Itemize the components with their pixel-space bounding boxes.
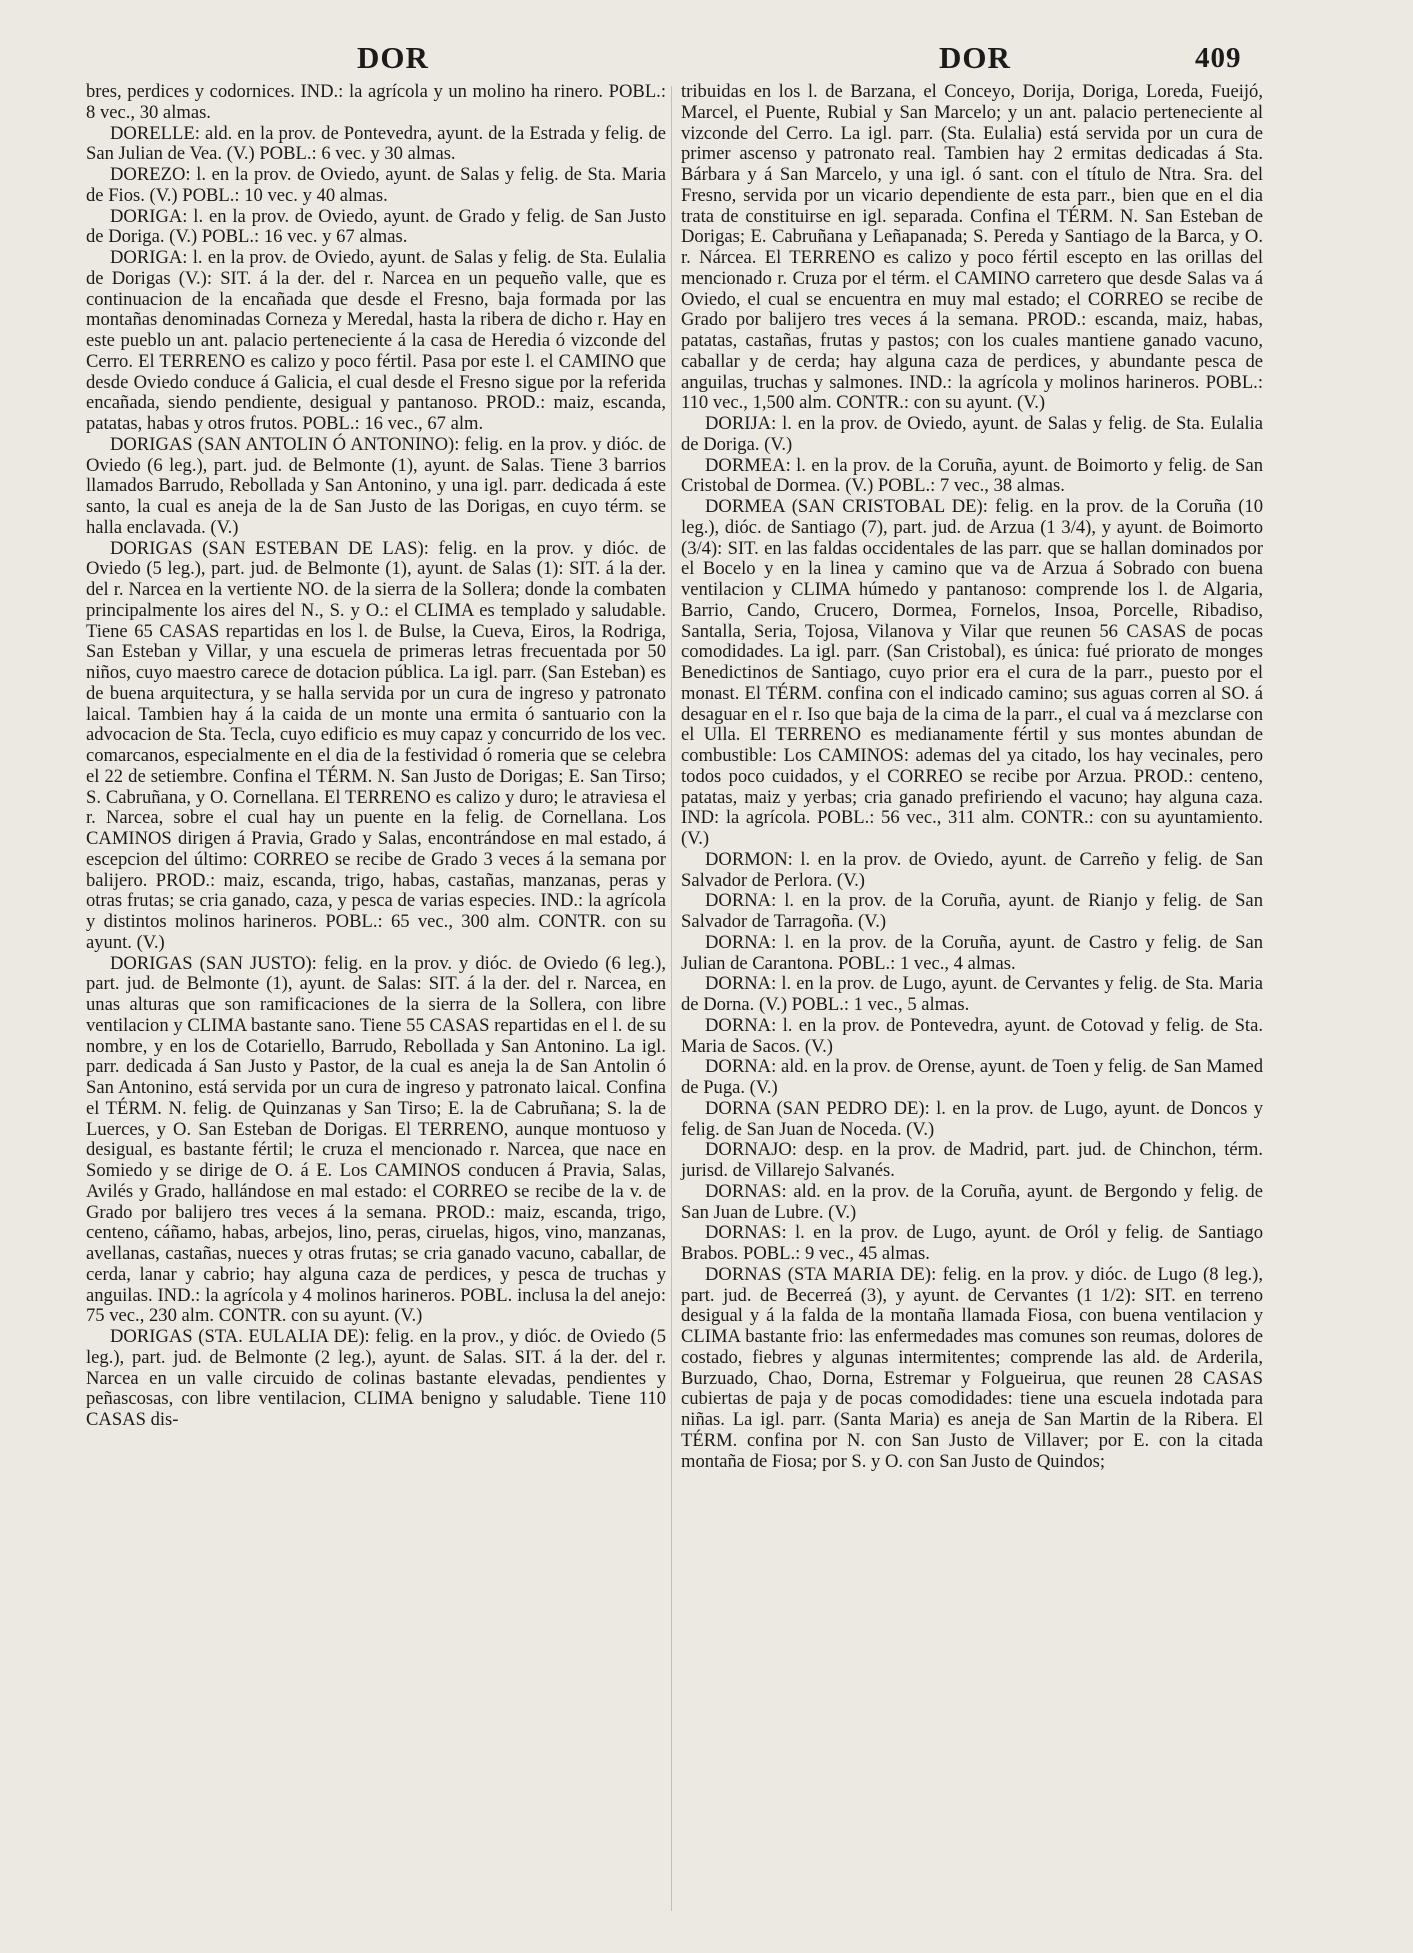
entry-paragraph: DORIGAS (STA. EULALIA DE): felig. en la prov., y dióc. de Oviedo (5 leg.), part. jud. de Belmonte (2 leg.), ayunt. de Salas. SIT. á la der. del r. Narcea en un valle circuido de colinas bastante elevadas, pendientes y peñascosas, con libre ventilacion, CLIMA benigno y saludable. Tiene 110 CASAS dis- (86, 1326, 666, 1430)
entry-paragraph: DORIGA: l. en la prov. de Oviedo, ayunt. de Grado y felig. de San Justo de Doriga. (V.) POBL.: 16 vec. y 67 almas. (86, 205, 666, 248)
entry-paragraph: DORIGAS (SAN JUSTO): felig. en la prov. y dióc. de Oviedo (6 leg.), part. jud. de Belmonte (1), ayunt. de Salas: SIT. á la der. del r. Narcea, en unas alturas que son ramificaciones de la sierra de la Sollera, con libre ventilacion y CLIMA bastante sano. Tiene 55 CASAS repartidas en el l. de su nombre, y en los de Cotariello, Barrudo, Rebollada y San Antonino. La igl. parr. dedicada á San Justo y Pastor, de la cual es aneja la de San Antolin ó San Antonino, está servida por un cura de ingreso y patronato laical. Confina el TÉRM. N. felig. de Quinzanas y San Tirso; E. la de Cabruñana; S. la de Luerces, y O. San Esteban de Dorigas. El TERRENO, aunque montuoso y desigual, es bastante fértil; le cruza el mencionado r. Narcea, que nace en Somiedo y se dirige de O. á E. Los CAMINOS conducen á Pravia, Salas, Avilés y Grado, hallándose en mal estado: el CORREO se recibe de la v. de Grado por balijero tres veces á la semana. PROD.: maiz, escanda, trigo, centeno, cáñamo, habas, arbejos, lino, peras, ciruelas, higos, vino, manzanas, avellanas, castañas, nueces y otras frutas; se cria ganado vacuno, caballar, de cerda, lanar y cabrio; hay alguna caza de perdices, y pesca de truchas y anguilas. IND.: la agrícola y 4 molinos harineros. POBL. inclusa la del anejo: 75 vec., 230 alm. CONTR. con su ayunt. (V.) (86, 952, 666, 1327)
entry-paragraph: DORIGAS (SAN ESTEBAN DE LAS): felig. en la prov. y dióc. de Oviedo (5 leg.), part. jud. de Belmonte (1), ayunt. de Salas (1): SIT. á la der. del r. Narcea en la vertiente NO. de la sierra de la Sollera; donde la combaten principalmente los aires del N., S. y O.: el CLIMA es templado y saludable. Tiene 65 CASAS repartidas en los l. de Bulse, la Cueva, Eiros, la Rodriga, San Esteban y Villar, y una escuela de primeras letras frecuentada por 50 niños, cuyo maestro carece de dotacion pública. La igl. parr. (San Esteban) es de buena arquitectura, y se halla servida por un cura de ingreso y patronato laical. Tambien hay á la caida de un monte una ermita ó santuario con la advocacion de Sta. Tecla, cuyo edificio es muy capaz y concurrido de los vec. comarcanos, especialmente en el dia de la festividad ó romeria que se celebra el 22 de setiembre. Confina el TÉRM. N. San Justo de Dorigas; E. San Tirso; S. Cabruñana, y O. Cornellana. El TERRENO es calizo y duro; le atraviesa el r. Narcea, sobre el cual hay un puente en la felig. de Cornellana. Los CAMINOS dirigen á Pravia, Grado y Salas, encontrándose en mal estado, á escepcion del último: CORREO se recibe de Grado 3 veces á la semana por balijero. PROD.: maiz, escanda, trigo, habas, castañas, manzanas, peras y otras frutas; se cria ganado, caza, y pesca de varias especies. IND.: la agrícola y distintos molinos harineros. POBL.: 65 vec., 300 alm. CONTR. con su ayunt. (V.) (86, 537, 666, 953)
entry-paragraph: DORMEA (SAN CRISTOBAL DE): felig. en la prov. de la Coruña (10 leg.), dióc. de Santiago (7), part. jud. de Arzua (1 3/4), y ayunt. de Boimorto (3/4): SIT. en las faldas occidentales de las parr. que se hallan dominados por el Bocelo y en la linea y camino que va de Arzua á Sobrado con buena ventilacion y CLIMA húmedo y pantanoso: comprende los l. de Algaria, Barrio, Cando, Crucero, Dormea, Fornelos, Insoa, Porcelle, Ribadiso, Santalla, Seria, Tojosa, Vilanova y Vilar que reunen 56 CASAS de pocas comodidades. La igl. parr. (San Cristobal), es única: fué priorato de monges Benedictinos de Santiago, cuyo prior era el cura de la parr., puesto por el monast. El TÉRM. confina con el indicado camino; sus aguas corren al SO. á desaguar en el r. Iso que baja de la cima de la parr., el cual va á mezclarse con el Ulla. El TERRENO es medianamente fértil y sus montes abundan de combustible: Los CAMINOS: ademas del ya citado, los hay vecinales, pero todos poco cuidados, y el CORREO se recibe por Arzua. PROD.: centeno, patatas, maiz y yerbas; cria ganado prefiriendo el vacuno; hay alguna caza. IND: la agrícola. POBL.: 56 vec., 311 alm. CONTR.: con su ayuntamiento. (V.) (681, 496, 1263, 849)
entry-paragraph: DORMON: l. en la prov. de Oviedo, ayunt. de Carreño y felig. de San Salvador de Perlora. (V.) (681, 848, 1263, 891)
column-divider (671, 86, 672, 1911)
right-column (681, 82, 1263, 1472)
entry-paragraph: DORNA: ald. en la prov. de Orense, ayunt. de Toen y felig. de San Mamed de Puga. (V.) (681, 1056, 1263, 1098)
entry-paragraph: DORNAJO: desp. en la prov. de Madrid, part. jud. de Chinchon, térm. jurisd. de Villarejo Salvanés. (681, 1139, 1263, 1181)
entry-paragraph: DORNA: l. en la prov. de Pontevedra, ayunt. de Cotovad y felig. de Sta. Maria de Sacos. (V.) (681, 1014, 1263, 1057)
entry-paragraph: DORNA: l. en la prov. de Lugo, ayunt. de Cervantes y felig. de Sta. Maria de Dorna. (V.) POBL.: 1 vec., 5 almas. (681, 973, 1263, 1015)
entry-paragraph: tribuidas en los l. de Barzana, el Conceyo, Dorija, Doriga, Loreda, Fueijó, Marcel, el Puente, Rubial y San Marcelo; y un ant. palacio perteneciente al vizconde del Cerro. La igl. parr. (Sta. Eulalia) está servida por un cura de primer ascenso y patronato real. Tambien hay 2 ermitas dedicadas á Sta. Bárbara y á San Marcelo, y una igl. ó sant. con el título de Ntra. Sra. del Fresno, servida por un vicario dependiente de esta parr., bien que en el dia trata de constituirse en igl. separada. Confina el TÉRM. N. San Esteban de Dorigas; E. Cabruñana y Leñapanada; S. Pereda y Santiago de la Barca, y O. r. Nárcea. El TERRENO es calizo y poco fértil escepto en las orillas del mencionado r. Cruza por el térm. el CAMINO carretero que desde Salas va á Oviedo, el cual se encuentra en muy mal estado; el CORREO se recibe de Grado por balijero tres veces á la semana. PROD.: escanda, maiz, habas, patatas, castañas, frutas y pastos; con los cuales mantiene ganado vacuno, caballar y de cerda; hay alguna caza de perdices, y abundante pesca de anguilas, truchas y salmones. IND.: la agrícola y molinos harineros. POBL.: 110 vec., 1,500 alm. CONTR.: con su ayunt. (V.) (681, 81, 1263, 414)
entry-paragraph: DORNA: l. en la prov. de la Coruña, ayunt. de Castro y felig. de San Julian de Carantona. POBL.: 1 vec., 4 almas. (681, 931, 1263, 974)
entry-paragraph: DOREZO: l. en la prov. de Oviedo, ayunt. de Salas y felig. de Sta. Maria de Fios. (V.) POBL.: 10 vec. y 40 almas. (86, 164, 666, 206)
entry-paragraph: DORIJA: l. en la prov. de Oviedo, ayunt. de Salas y felig. de Sta. Eulalia de Doriga. (V.) (681, 413, 1263, 455)
entry-paragraph: DORELLE: ald. en la prov. de Pontevedra, ayunt. de la Estrada y felig. de San Julian de Vea. (V.) POBL.: 6 vec. y 30 almas. (86, 122, 666, 165)
page-number: 409 (1195, 42, 1242, 74)
entry-paragraph: DORMEA: l. en la prov. de la Coruña, ayunt. de Boimorto y felig. de San Cristobal de Dormea. (V.) POBL.: 7 vec., 38 almas. (681, 454, 1263, 497)
entry-paragraph: DORIGA: l. en la prov. de Oviedo, ayunt. de Salas y felig. de Sta. Eulalia de Dorigas (V.): SIT. á la der. del r. Narcea en un pequeño valle, que es continuacion de la encañada que desde el Fresno, baja formada por las montañas denominadas Corneza y Meredal, hasta la ribera de dicho r. Hay en este pueblo un ant. palacio perteneciente á la casa de Heredia ó vizconde del Cerro. El TERRENO es calizo y poco fértil. Pasa por este l. el CAMINO que desde Oviedo conduce á Galicia, el cual desde el Fresno sigue por la referida encañada, siendo pendiente, desigual y pantanoso. PROD.: maiz, escanda, patatas, habas y otros frutos. POBL.: 16 vec., 67 alm. (86, 247, 666, 434)
entry-paragraph: DORNA (SAN PEDRO DE): l. en la prov. de Lugo, ayunt. de Doncos y felig. de San Juan de Noceda. (V.) (681, 1097, 1263, 1140)
entry-paragraph: bres, perdices y codornices. IND.: la agrícola y un molino ha rinero. POBL.: 8 vec., 30 almas. (86, 81, 666, 123)
entry-paragraph: DORNAS: l. en la prov. de Lugo, ayunt. de Oról y felig. de Santiago Brabos. POBL.: 9 vec., 45 almas. (681, 1222, 1263, 1264)
running-head-right: DOR (939, 40, 1011, 75)
running-head-left: DOR (357, 40, 429, 75)
left-column (86, 82, 666, 1431)
entry-paragraph: DORNAS (STA MARIA DE): felig. en la prov. y dióc. de Lugo (8 leg.), part. jud. de Becerreá (3), y ayunt. de Cervantes (1 1/2): SIT. en terreno desigual y á la falda de la montaña llamada Fiosa, con buena ventilacion y CLIMA bastante frio: las enfermedades mas comunes son reumas, dolores de costado, fiebres y algunas intermitentes; comprende las ald. de Arderila, Burzuado, Chao, Dorna, Estremar y Folgueirua, que reunen 28 CASAS cubiertas de paja y de pocas comodidades: tiene una escuela indotada para niñas. La igl. parr. (Santa Maria) es aneja de San Martin de la Ribera. El TÉRM. confina por N. con San Justo de Villaver; por E. con la citada montaña de Fiosa; por S. y O. con San Justo de Quindos; (681, 1263, 1263, 1472)
entry-paragraph: DORNA: l. en la prov. de la Coruña, ayunt. de Rianjo y felig. de San Salvador de Tarragoña. (V.) (681, 890, 1263, 932)
entry-paragraph: DORNAS: ald. en la prov. de la Coruña, ayunt. de Bergondo y felig. de San Juan de Lubre. (V.) (681, 1180, 1263, 1223)
entry-paragraph: DORIGAS (SAN ANTOLIN Ó ANTONINO): felig. en la prov. y dióc. de Oviedo (6 leg.), part. jud. de Belmonte (1), ayunt. de Salas. Tiene 3 barrios llamados Barrudo, Rebollada y San Antonino, y una igl. parr. dedicada á este santo, la cual es aneja de la de San Justo de las Dorigas, en cuyo térm. se halla enclavada. (V.) (86, 433, 666, 538)
